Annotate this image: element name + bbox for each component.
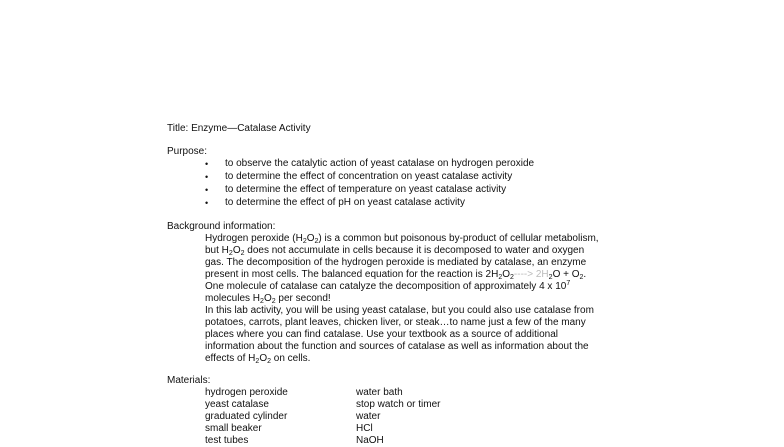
- purpose-item: to determine the effect of concentration on yeast catalase activity: [225, 171, 513, 182]
- background-line-1: Hydrogen peroxide $(H_2O_2)$ is a common but poisonous by-product of cellular metabolism,: [205, 233, 599, 245]
- material-item: small beaker: [205, 423, 262, 434]
- bullet-icon: •: [205, 185, 209, 195]
- material-item: water: [356, 411, 381, 422]
- material-item: NaOH: [356, 435, 384, 446]
- material-item: water bath: [356, 387, 403, 398]
- background-line-9: places where you can find catalase. Use your textbook as a source of additional: [205, 329, 558, 340]
- background-line-5: One molecule of catalase can catalyze the decomposition of approximately 4 x $10^7$: [205, 280, 571, 292]
- materials-heading: Materials:: [167, 375, 211, 386]
- material-item: test tubes: [205, 435, 249, 446]
- purpose-item: to observe the catalytic action of yeast catalase on hydrogen peroxide: [225, 158, 535, 169]
- background-line-2: but $H_2O_2$ does not accumulate in cells because it is decomposed to water and oxygen: [205, 245, 585, 257]
- background-line-7: In this lab activity, you will be using yeast catalase, but you could also use catalase from: [205, 305, 594, 316]
- bullet-icon: •: [205, 172, 209, 182]
- background-heading: Background information:: [167, 221, 276, 232]
- material-item: graduated cylinder: [205, 411, 288, 422]
- background-line-3: gas. The decomposition of the hydrogen peroxide is mediated by catalase, an enzyme: [205, 257, 587, 268]
- background-line-10: information about the function and sources of catalase as well as information about the: [205, 341, 589, 352]
- purpose-item: to determine the effect of temperature on yeast catalase activity: [225, 184, 507, 195]
- background-line-6: molecules $H_2O_2$ per second!: [205, 293, 331, 305]
- material-item: yeast catalase: [205, 399, 269, 410]
- purpose-heading: Purpose:: [167, 146, 208, 157]
- document-title: Title: Enzyme—Catalase Activity: [167, 123, 311, 134]
- background-line-8: potatoes, carrots, plant leaves, chicken liver, or steak…to name just a few of the many: [205, 317, 586, 328]
- bullet-icon: •: [205, 159, 209, 169]
- material-item: HCl: [356, 423, 373, 434]
- background-line-4: present in most cells. The balanced equation for the reaction is $2H_2O_2----> 2H_2O + O_2$.: [205, 269, 587, 281]
- bullet-icon: •: [205, 198, 209, 208]
- purpose-item: to determine the effect of pH on yeast catalase activity: [225, 197, 465, 208]
- background-line-11: effects of $H_2O_2$ on cells.: [205, 353, 311, 365]
- material-item: hydrogen peroxide: [205, 387, 288, 398]
- material-item: stop watch or timer: [356, 399, 441, 410]
